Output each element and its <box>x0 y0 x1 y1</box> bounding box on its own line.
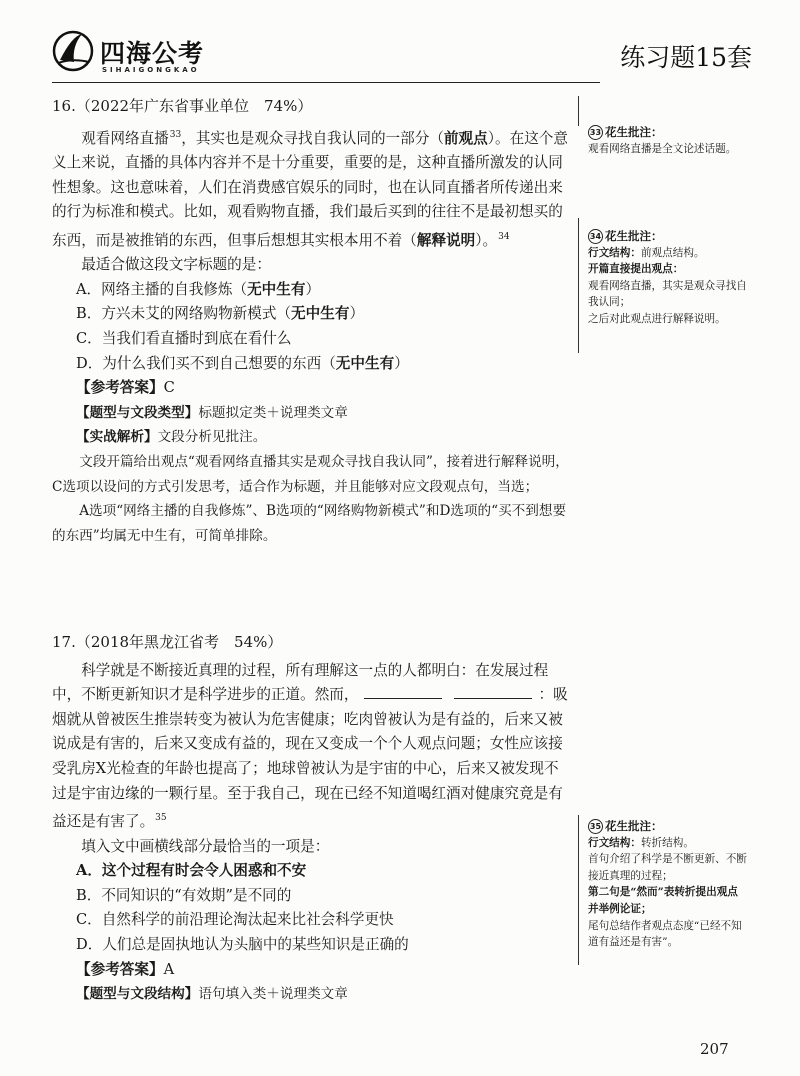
note-marker-34: 34 <box>498 231 510 242</box>
page-number: 207 <box>700 1040 729 1058</box>
answer-line: 【参考答案】A <box>76 960 175 978</box>
note-line: 行文结构：前观点结构。 <box>588 246 705 259</box>
passage-text: ）。在这个意义上来说，直播的具体内容并不是十分重要，重要的是，这种直播所激发的认同性想象。这也意味着，人们在消费感官娱乐的同时，也在认同直播者所传递出来的行为标准和模式。比如，观看购物直播，我们最后买到的往往不是最初想买的东西，而是被推销的东西，但事后想想其实根本用不着（ <box>52 129 568 249</box>
header-rule <box>52 82 600 83</box>
question-17 <box>52 630 572 1007</box>
side-note-34: 34 花生批注： 行文结构：前观点结构。 开篇直接提出观点： 观看网络直播，其实是观众寻找自我认同； 之后对此观点进行解释说明。 <box>588 228 748 328</box>
margin-line <box>578 218 579 353</box>
answer-value: C <box>163 379 175 397</box>
note-line: 第二句是“然而”表转折提出观点并举例论证； <box>588 886 738 915</box>
side-note-35: 35 花生批注： 行文结构：转折结构。 首句介绍了科学是不断更新、不断接近真理的过程； 第二句是“然而”表转折提出观点并举例论证； 尾句总结作者观点态度“已经不知道有益还是有害”。 <box>588 818 748 951</box>
margin-line <box>578 96 579 126</box>
question-prompt: 最适合做这段文字标题的是： <box>81 256 271 274</box>
question-16 <box>52 94 572 548</box>
note-number: 34 <box>588 229 603 244</box>
explanation-paragraph: 文段开篇给出观点“观看网络直播其实是观众寻找自我认同”，接着进行解释说明，C选项以设问的方式引发思考，适合作为标题，并且能够对应文段观点句，当选； <box>52 454 569 495</box>
passage <box>52 123 572 254</box>
tag-viewpoint: 前观点 <box>443 129 488 147</box>
fill-blank <box>454 684 532 699</box>
passage-text: 科学就是不断接近真理的过程，所有理解这一点的人都明白：在发展过程中，不断更新知识才是科学进步的正道。然而， <box>52 661 549 704</box>
option-c: C．当我们看直播时到底在看什么 <box>76 330 292 348</box>
note-line: 尾句总结作者观点态度“已经不知道有益还是有害”。 <box>588 919 742 949</box>
passage-text: ：吸烟就从曾被医生推崇转变为被认为危害健康；吃肉曾被认为是有益的，后来又被说成是有害的，后来又变成有益的，现在又变成一个个人观点问题；女性应该接受乳房X光检查的年龄也提高了；地球曾被认为是宇宙的中心，后来又被发现不过是宇宙边缘的一颗行星。至于我自己，现在已经不知道喝红酒对健康究竟是有益还是有害了。 <box>52 686 568 831</box>
book-title: 练习题15套 <box>620 43 752 72</box>
option-d: D．为什么我们买不到自己想要的东西（无中生有） <box>76 354 409 372</box>
note-line: 首句介绍了科学是不断更新、不断接近真理的过程； <box>588 853 747 882</box>
brand-pinyin: SIHAIGONGKAO <box>102 66 200 74</box>
passage-text: ）。 <box>475 231 498 249</box>
logo-sail-icon <box>52 30 94 72</box>
option-c: C．自然科学的前沿理论淘汰起来比社会科学更快 <box>76 911 394 929</box>
type-line: 【题型与文段结构】语句填入类＋说理类文章 <box>76 986 348 1003</box>
note-number: 33 <box>588 125 603 140</box>
note-line: 开篇直接提出观点： <box>588 263 684 276</box>
passage <box>52 659 572 835</box>
option-b: B．不同知识的“有效期”是不同的 <box>76 886 292 904</box>
note-text: 观看网络直播是全文论述话题。 <box>588 142 737 155</box>
tag-explain: 解释说明 <box>416 231 476 249</box>
note-number: 35 <box>588 819 603 834</box>
option-a: A．这个过程有时会令人困惑和不安 <box>76 862 307 880</box>
question-prompt: 填入文中画横线部分最恰当的一项是： <box>81 837 330 855</box>
option-b: B．方兴未艾的网络购物新模式（无中生有） <box>76 305 365 323</box>
note-line: 之后对此观点进行解释说明。 <box>588 312 726 325</box>
answer-value: A <box>163 960 175 978</box>
note-marker-33: 33 <box>169 129 182 140</box>
margin-line <box>578 815 579 965</box>
passage-text: 观看网络直播 <box>81 129 169 147</box>
type-line: 【题型与文段类型】标题拟定类＋说理类文章 <box>76 404 348 421</box>
brand-name: 四海公考 <box>100 39 205 68</box>
explanation-paragraph: A选项“网络主播的自我修炼”、B选项的“网络购物新模式”和D选项的“买不到想要的东西”均属无中生有，可简单排除。 <box>52 503 567 544</box>
note-marker-35: 35 <box>155 813 167 824</box>
option-d: D．人们总是固执地认为头脑中的某些知识是正确的 <box>76 935 409 953</box>
fill-blank <box>364 684 442 699</box>
passage-text: ，其实也是观众寻找自我认同的一部分（ <box>181 129 444 147</box>
analysis-line: 【实战解析】文段分析见批注。 <box>76 429 267 446</box>
side-note-33: 33 花生批注： 观看网络直播是全文论述话题。 <box>588 124 748 157</box>
note-line: 行文结构：转折结构。 <box>588 836 694 849</box>
question-heading: 17.（2018年黑龙江省考 54%） <box>52 633 283 651</box>
option-a: A．网络主播的自我修炼（无中生有） <box>76 280 321 298</box>
note-line: 观看网络直播，其实是观众寻找自我认同； <box>588 279 747 309</box>
answer-line: 【参考答案】C <box>76 379 175 397</box>
question-heading: 16.（2022年广东省事业单位 74%） <box>52 97 313 115</box>
